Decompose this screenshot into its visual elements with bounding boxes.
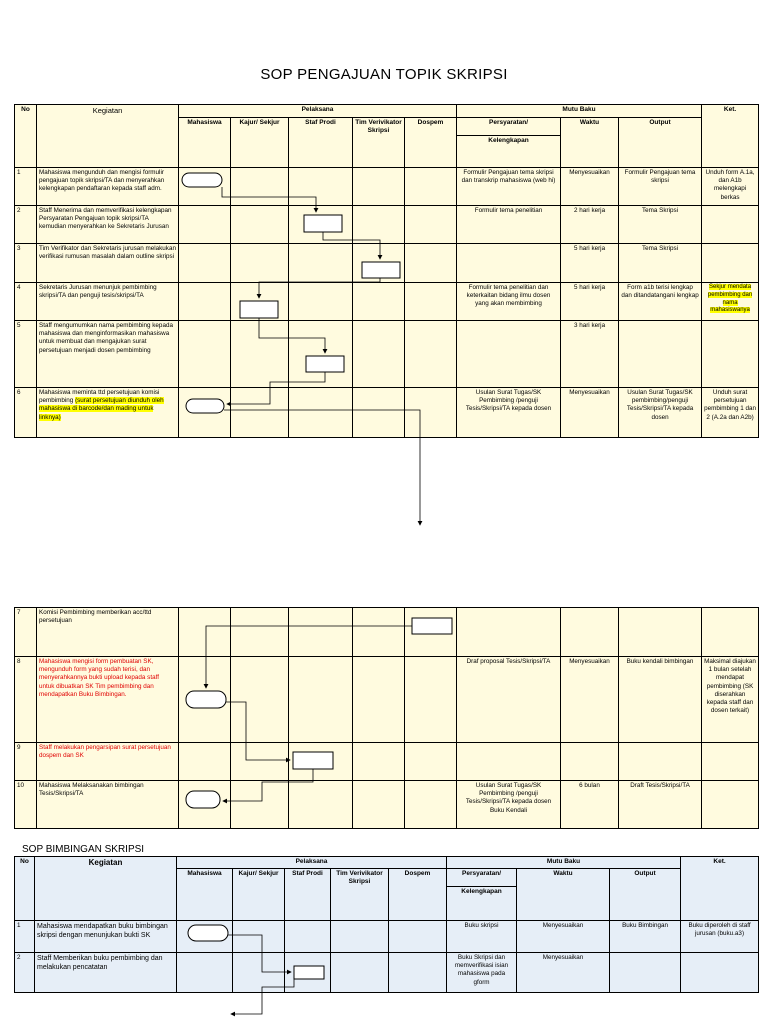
row-no: 8 [15,657,37,743]
row-no: 6 [15,388,37,438]
terminator-shape [186,399,224,413]
row-no: 9 [15,743,37,781]
terminator-shape [186,791,220,808]
flow-arrow [223,769,313,801]
row-waktu: 5 hari kerja [561,244,619,283]
header-tim: Tim Verivikator Skripsi [331,869,389,921]
page-title: SOP PENGAJUAN TOPIK SKRIPSI [260,66,508,83]
row-persyaratan: Formulir Pengajuan tema skripsi dan transkrip mahasiswa (web hi) [457,168,561,206]
header-no: No [15,105,37,168]
row-kegiatan: Komisi Pembimbing memberikan acc/ttd persetujuan [37,608,179,657]
header-output: Output [610,869,681,921]
flow-arrow [228,935,291,972]
row-ket: Unduh surat persetujuan pembimbing 1 dan 2 (A.2a dan A2b) [702,388,759,438]
section-title-bimbingan: SOP BIMBINGAN SKRIPSI [22,844,145,855]
header-waktu: Waktu [561,118,619,168]
header-persyaratan: Persyaratan/ [457,118,561,136]
header-persyaratan: Persyaratan/ [447,869,517,887]
flow-arrow [231,979,294,1014]
flow-arrow [206,626,412,688]
flow-arrow [226,702,290,760]
process-box-shape [240,301,278,318]
header-mahasiswa: Mahasiswa [179,118,231,168]
header-dospem: Dospem [389,869,447,921]
row-kegiatan: Mahasiswa Melaksanakan bimbingan Tesis/Skripsi/TA [37,781,179,829]
header-tim: Tim Verivikator Skripsi [353,118,405,168]
terminator-shape [186,691,226,708]
process-box-shape [304,215,342,232]
header-output: Output [619,118,702,168]
header-kelengkapan: Kelengkapan [447,887,517,921]
row-no: 3 [15,244,37,283]
row-kegiatan: Mahasiswa mengunduh dan mengisi formulir pengajuan topik skripsi/TA dan menyerahkan kelengkapan pendaftaran kepada staff adm. [37,168,179,206]
row-waktu: Menyesuaikan [561,657,619,743]
header-staf: Staf Prodi [285,869,331,921]
row-waktu: 2 hari kerja [561,206,619,244]
row-output: Draft Tesis/Skripsi/TA [619,781,702,829]
row-output: Formulir Pengajuan tema skripsi [619,168,702,206]
row-ket: Buku diperoleh di staff jurusan (buku.a3) [681,921,759,953]
row-no: 1 [15,168,37,206]
row-no: 5 [15,321,37,388]
row-no: 10 [15,781,37,829]
header-dospem: Dospem [405,118,457,168]
header-no: No [15,857,35,921]
flow-arrow [323,232,380,259]
row-kegiatan: Mahasiswa meminta ttd persetujuan komisi pembimbing (surat persetujuan diunduh oleh mahasiswa di barcode/dan mading untuk linknya) [37,388,179,438]
process-box-shape [412,618,452,634]
row-persyaratan: Draf proposal Tesis/Skripsi/TA [457,657,561,743]
row-persyaratan: Buku Skripsi dan memverifikasi isian mahasiswa pada gform [447,953,517,993]
row-no: 2 [15,953,35,993]
row-kegiatan: Sekretaris Jurusan menunjuk pembimbing skripsi/TA dan penguji tesis/skripsi/TA [37,283,179,321]
header-staf: Staf Prodi [289,118,353,168]
row-waktu: Menyesuaikan [517,921,610,953]
highlighted-note: Sekjur mendata pembimbing dan nama mahasiswanya [707,284,753,314]
row-kegiatan: Tim Verifikator dan Sekretaris jurusan melakukan verifikasi rumusan masalah dalam outline skripsi [37,244,179,283]
row-kegiatan: Staff mengumumkan nama pembimbing kepada mahasiswa dan menginformasikan mahasiswa untuk membuat dan mengajukan surat persetujuan menjadi dosen pembimbing [37,321,179,388]
row-persyaratan: Usulan Surat Tugas/SK Pembimbing /penguji Tesis/Skripsi/TA kepada dosen Buku Kendali [457,781,561,829]
row-persyaratan: Formulir tema penelitian [457,206,561,244]
row-persyaratan: Formulir tema penelitian dan keterkaitan bidang ilmu dosen yang akan membimbing [457,283,561,321]
flow-arrow [224,410,420,525]
row-output: Buku kendali bimbingan [619,657,702,743]
process-box-shape [362,262,400,278]
header-pelaksana: Pelaksana [177,857,447,869]
header-ket: Ket. [702,105,759,168]
row-waktu: Menyesuaikan [517,953,610,993]
flow-arrow [259,278,380,298]
header-mahasiswa: Mahasiswa [177,869,233,921]
row-output: Form a1b terisi lengkap dan ditandatangani lengkap [619,283,702,321]
header-pelaksana: Pelaksana [179,105,457,118]
row-no: 4 [15,283,37,321]
header-waktu: Waktu [517,869,610,921]
row-waktu: 6 bulan [561,781,619,829]
row-kegiatan: Mahasiswa mengisi form pembuatan SK, mengunduh form yang sudah terisi, dan menyerahkannya bukti upload kepada staff untuk dibuatkan SK Tim pembimbing dan mendapatkan Buku Bimbingan. [37,657,179,743]
header-mutu-baku: Mutu Baku [447,857,681,869]
row-output: Usulan Surat Tugas/SK pembimbing/penguji Tesis/Skripsi/TA kepada dosen [619,388,702,438]
row-persyaratan: Usulan Surat Tugas/SK Pembimbing /penguji Tesis/Skripsi/TA kepada dosen [457,388,561,438]
flow-arrow [259,318,325,353]
highlighted-note: (surat persetujuan diunduh oleh mahasiswa di barcode/dan mading untuk linknya) [39,397,164,421]
row-kegiatan: Staff Menerima dan memverifikasi kelengkapan Persyaratan Pengajuan topik skripsi/TA kemudian menyerahkan ke Sekretaris Jurusan [37,206,179,244]
header-kajur: Kajur/ Sekjur [233,869,285,921]
row-waktu: 5 hari kerja [561,283,619,321]
header-ket: Ket. [681,857,759,921]
row-ket: Unduh form A.1a, dan A1b melengkapi berkas [702,168,759,206]
header-kajur: Kajur/ Sekjur [231,118,289,168]
row-output: Tema Skripsi [619,206,702,244]
row-waktu: 3 hari kerja [561,321,619,388]
process-box-shape [294,966,324,979]
row-kegiatan: Mahasiswa mendapatkan buku bimbingan skripsi dengan menunjukan bukti SK [35,921,177,953]
header-kegiatan: Kegiatan [35,857,177,921]
row-no: 7 [15,608,37,657]
row-waktu: Menyesuaikan [561,168,619,206]
row-ket: Maksimal diajukan 1 bulan setelah mendapat pembimbing (SK diserahkan kepada staff dan dosen terkait) [702,657,759,743]
row-output: Tema Skripsi [619,244,702,283]
terminator-shape [188,925,228,941]
flow-arrow [222,187,316,212]
row-kegiatan: Staff Memberikan buku pembimbing dan melakukan pencatatan [35,953,177,993]
row-output: Buku Bimbingan [610,921,681,953]
terminator-shape [182,173,222,187]
process-box-shape [293,752,333,769]
process-box-shape [306,356,344,372]
header-kegiatan: Kegiatan [37,105,179,168]
row-persyaratan: Buku skripsi [447,921,517,953]
row-kegiatan: Staff melakukan pengarsipan surat persetujuan dospem dan SK [37,743,179,781]
flow-arrow [227,372,325,404]
header-kelengkapan: Kelengkapan [457,136,561,168]
header-mutu-baku: Mutu Baku [457,105,702,118]
row-no: 2 [15,206,37,244]
row-no: 1 [15,921,35,953]
row-waktu: Menyesuaikan [561,388,619,438]
